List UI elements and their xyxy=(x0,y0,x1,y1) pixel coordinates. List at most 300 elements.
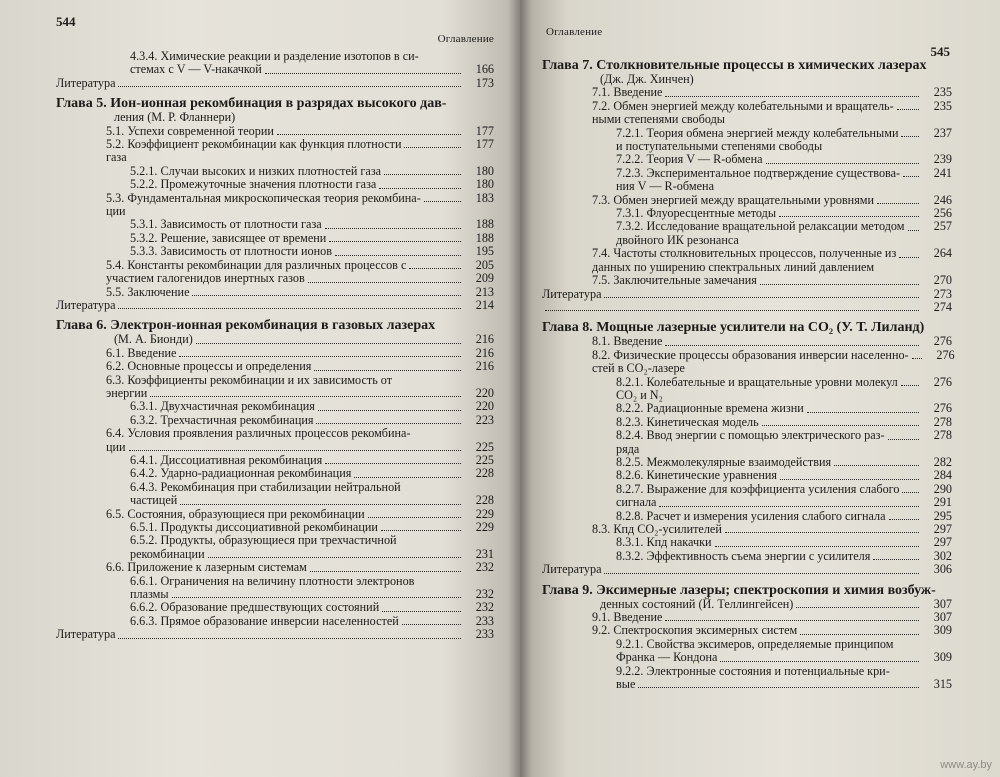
dot-leader xyxy=(796,607,919,608)
toc-entry xyxy=(56,615,494,628)
dot-leader xyxy=(402,624,461,625)
toc-entry xyxy=(542,496,952,509)
toc-entry xyxy=(56,534,494,547)
toc-page-number: 309 xyxy=(933,650,952,665)
toc-page-number: 276 xyxy=(933,334,952,349)
toc-entry xyxy=(542,469,952,482)
toc-page-number: 229 xyxy=(475,506,494,521)
toc-entry-text: 5.2.1. Случаи высоких и низких плотностей газа xyxy=(130,163,382,178)
dot-leader xyxy=(780,479,919,480)
toc-entry-text: энергии xyxy=(106,385,148,400)
toc-page-number: 306 xyxy=(933,562,952,577)
toc-entry xyxy=(56,286,494,299)
toc-entry-text: 7.3.1. Флуоресцентные методы xyxy=(616,206,777,221)
toc-entry xyxy=(56,232,494,245)
toc-entry xyxy=(542,624,952,637)
toc-page-number: 228 xyxy=(475,493,494,508)
toc-page-number: 233 xyxy=(475,613,494,628)
toc-entry-text: 6.5.2. Продукты, образующиеся при трехчастичной xyxy=(130,533,397,548)
toc-entry-text: 6.1. Введение xyxy=(106,345,177,360)
toc-page-number: 195 xyxy=(475,244,494,259)
toc-entry xyxy=(56,63,494,76)
toc-entry-text: ции xyxy=(106,204,126,219)
toc-entry xyxy=(56,178,494,191)
toc-entry xyxy=(56,50,494,63)
toc-page-number: 232 xyxy=(475,600,494,615)
toc-entry xyxy=(56,374,494,387)
toc-entry-text: ными степенями свободы xyxy=(592,112,725,127)
dot-leader xyxy=(318,410,461,411)
dot-leader xyxy=(720,661,919,662)
toc-chapter-entry xyxy=(542,320,952,335)
dot-leader xyxy=(118,308,461,309)
running-head: Оглавление xyxy=(437,33,494,45)
toc-entry-text: ния V — R-обмена xyxy=(616,179,714,194)
toc-entry-text: 8.2. Физические процессы образования инверсии населенно- xyxy=(592,347,909,362)
toc-page-number: 216 xyxy=(475,345,494,360)
dot-leader xyxy=(325,463,461,464)
toc-entry xyxy=(542,180,952,193)
dot-leader xyxy=(150,396,461,397)
toc-page-number: 173 xyxy=(475,75,494,90)
dot-leader xyxy=(118,638,461,639)
toc-page-number: 302 xyxy=(933,548,952,563)
dot-leader xyxy=(901,136,919,137)
toc-entry xyxy=(56,218,494,231)
toc-entry xyxy=(56,548,494,561)
toc-entry xyxy=(542,86,952,99)
toc-entry-text: 6.3.2. Трехчастичная рекомбинация xyxy=(130,412,314,427)
toc-page-number: 278 xyxy=(933,428,952,443)
toc-page-number: 225 xyxy=(475,452,494,467)
toc-entry-text: 6.2. Основные процессы и определения xyxy=(106,359,312,374)
toc-page-number: 213 xyxy=(475,284,494,299)
toc-entry xyxy=(542,140,952,153)
toc-entry-text: 7.2. Обмен энергией между колебательными и вращатель- xyxy=(592,98,894,113)
toc-page-number: 228 xyxy=(475,466,494,481)
toc-page-number: 270 xyxy=(933,273,952,288)
toc-entry xyxy=(542,483,952,496)
toc-entry-text: 6.6.2. Образование предшествующих состояний xyxy=(130,600,380,615)
page-number: 544 xyxy=(56,14,76,29)
dot-leader xyxy=(779,216,919,217)
toc-entry xyxy=(56,387,494,400)
toc-page-number: 309 xyxy=(933,623,952,638)
toc-page-number: 205 xyxy=(475,257,494,272)
toc-entry-text: 6.5.1. Продукты диссоциативной рекомбинации xyxy=(130,520,378,534)
dot-leader xyxy=(766,163,920,164)
toc-page-number: 166 xyxy=(475,62,494,77)
dot-leader xyxy=(659,506,919,507)
toc-page-number: 229 xyxy=(475,520,494,534)
toc-entry-text: 8.2.6. Кинетические уравнения xyxy=(616,468,777,483)
dot-leader xyxy=(381,530,461,531)
toc-entry-text: 6.3. Коэффициенты рекомбинации и их зависимость от xyxy=(106,372,393,387)
dot-leader xyxy=(129,450,461,451)
toc-entry-text: 6.4.3. Рекомбинация при стабилизации нейтральной xyxy=(130,479,401,494)
toc-entry xyxy=(542,220,952,233)
toc-chapter-entry xyxy=(56,96,494,111)
toc-entry-text: 6.4.1. Диссоциативная рекомбинация xyxy=(130,452,323,467)
toc-entry xyxy=(542,73,952,86)
dot-leader xyxy=(665,620,919,621)
toc-page-number: 278 xyxy=(933,414,952,429)
dot-leader xyxy=(638,687,919,688)
toc-entry xyxy=(542,234,952,247)
toc-page-number: 276 xyxy=(933,401,952,416)
dot-leader xyxy=(901,385,919,386)
toc-entry xyxy=(56,575,494,588)
toc-page-number: 291 xyxy=(933,495,952,510)
toc-page-number: 232 xyxy=(475,587,494,602)
toc-entry-text: 9.1. Введение xyxy=(592,610,663,625)
toc-entry xyxy=(56,347,494,360)
toc-entry-text: и поступательными степенями свободы xyxy=(616,139,823,154)
toc-entry xyxy=(56,494,494,507)
dot-leader xyxy=(265,73,461,74)
toc-entry xyxy=(56,77,494,90)
toc-page-number: 183 xyxy=(475,190,494,205)
toc-entry xyxy=(56,360,494,373)
watermark: www.ay.by xyxy=(940,759,992,771)
toc-page-number: 297 xyxy=(933,535,952,550)
page-number: 545 xyxy=(930,44,950,59)
toc-entry-text: 8.2.3. Кинетическая модель xyxy=(616,414,759,429)
toc-page-number: 315 xyxy=(933,677,952,692)
toc-entry-text: 4.3.4. Химические реакции и разделение изотопов в си- xyxy=(130,49,419,63)
toc-page-number: 257 xyxy=(933,219,952,234)
toc-entry xyxy=(542,194,952,207)
toc-page-number: 188 xyxy=(475,230,494,245)
toc-entry-text: Литература xyxy=(56,627,116,642)
toc-page-number: 177 xyxy=(475,123,494,138)
dot-leader xyxy=(118,86,461,87)
toc-page-number: 233 xyxy=(475,627,494,642)
toc-entry xyxy=(56,272,494,285)
toc-page-number: 220 xyxy=(475,385,494,400)
dot-leader xyxy=(180,504,461,505)
dot-leader xyxy=(715,546,919,547)
dot-leader xyxy=(545,310,919,311)
toc-entry-text: 8.2.5. Межмолекулярные взаимодействия xyxy=(616,454,832,469)
toc-entry xyxy=(56,628,494,641)
toc-entry-text: 7.3. Обмен энергией между вращательными уровнями xyxy=(592,192,875,207)
toc-page-number: 246 xyxy=(933,192,952,207)
dot-leader xyxy=(382,611,461,612)
dot-leader xyxy=(335,255,461,256)
toc-entry-text: 9.2. Спектроскопия эксимерных систем xyxy=(592,623,798,638)
toc-entry xyxy=(56,245,494,258)
toc-entry-text: 5.3.2. Решение, зависящее от времени xyxy=(130,230,327,245)
dot-leader xyxy=(902,492,919,493)
toc-entry-text: 5.3. Фундаментальная микроскопическая теория рекомбина- xyxy=(106,190,421,205)
toc-page-number: 180 xyxy=(475,177,494,192)
toc-page-number: 209 xyxy=(475,271,494,286)
toc-entry-text: газа xyxy=(106,150,127,165)
toc-entry xyxy=(542,167,952,180)
dot-leader xyxy=(912,358,922,359)
toc-page-number: 180 xyxy=(475,163,494,178)
toc-page-number: 239 xyxy=(933,152,952,167)
dot-leader xyxy=(807,412,919,413)
toc-page-number: 284 xyxy=(933,468,952,483)
toc-page-number: 216 xyxy=(475,332,494,347)
toc-entry-text: Глава 6. Электрон-ионная рекомбинация в газовых лазерах xyxy=(56,318,436,334)
toc-chapter-entry xyxy=(542,583,952,598)
dot-leader xyxy=(314,370,461,371)
toc-entry-text: Глава 5. Ион-ионная рекомбинация в разрядах высокого дав- xyxy=(56,96,447,112)
dot-leader xyxy=(310,571,461,572)
dot-leader xyxy=(604,573,919,574)
dot-leader xyxy=(889,519,920,520)
toc-chapter-entry xyxy=(542,58,952,73)
running-head: Оглавление xyxy=(546,26,603,38)
dot-leader xyxy=(179,356,461,357)
right-page xyxy=(520,0,1000,777)
toc-entry-text: 7.2.3. Экспериментальное подтверждение существова- xyxy=(616,165,901,180)
toc-entry xyxy=(56,588,494,601)
dot-leader xyxy=(384,174,461,175)
toc-entry xyxy=(56,205,494,218)
toc-entry xyxy=(542,362,952,375)
toc-entry-text: 6.6. Приложение к лазерным системам xyxy=(106,560,307,575)
dot-leader xyxy=(665,345,919,346)
toc-entry-text: 8.2.1. Колебательные и вращательные уровни молекул xyxy=(616,374,898,389)
toc-page-number: 295 xyxy=(933,508,952,523)
dot-leader xyxy=(760,284,919,285)
toc-page-number: 273 xyxy=(933,286,952,301)
toc-entry xyxy=(56,299,494,312)
dot-leader xyxy=(192,295,461,296)
dot-leader xyxy=(172,597,461,598)
toc-entry xyxy=(542,598,952,611)
toc-entry-text: 8.2.4. Ввод энергии с помощью электрического раз- xyxy=(616,428,885,443)
toc-entry-text: Литература xyxy=(56,75,116,90)
toc-entry-text: 8.2.7. Выражение для коэффициента усиления слабого xyxy=(616,481,900,496)
toc-entry-text: 5.2. Коэффициент рекомбинации как функция плотности xyxy=(106,137,402,152)
toc-entry xyxy=(542,274,952,287)
toc-entry-text: 8.2.2. Радиационные времена жизни xyxy=(616,401,804,416)
toc-entry xyxy=(56,521,494,534)
toc-entry-text: 7.2.1. Теория обмена энергией между колебательными xyxy=(616,125,899,140)
toc-entry-text: Глава 7. Столкновительные процессы в химических лазерах xyxy=(542,58,927,73)
dot-leader xyxy=(834,465,919,466)
toc-entry xyxy=(542,402,952,415)
toc-entry-text: участием галогенидов инертных газов xyxy=(106,271,305,286)
toc-entry xyxy=(542,261,952,274)
toc-entry-text: 5.1. Успехи современной теории xyxy=(106,123,274,138)
toc-page-number: 297 xyxy=(933,522,952,536)
dot-leader xyxy=(409,268,461,269)
toc-entry-text: Литература xyxy=(542,286,602,301)
dot-leader xyxy=(604,297,919,298)
dot-leader xyxy=(897,109,919,110)
toc-entry xyxy=(56,601,494,614)
toc-entry-text: ления (М. Р. Фланнери) xyxy=(114,110,236,125)
toc-entry-text: Литература xyxy=(542,562,602,577)
dot-leader xyxy=(316,423,461,424)
toc-entry xyxy=(56,138,494,151)
toc-page-number: 231 xyxy=(475,546,494,561)
toc-entry-text: 6.6.3. Прямое образование инверсии населенностей xyxy=(130,613,399,628)
toc-page-number: 307 xyxy=(933,596,952,611)
toc-entry-text: 5.3.1. Зависимость от плотности газа xyxy=(130,217,322,232)
toc-entry-text: двойного ИК резонанса xyxy=(616,232,739,247)
dot-leader xyxy=(329,241,461,242)
toc-list xyxy=(0,50,520,642)
toc-entry xyxy=(56,561,494,574)
toc-entry xyxy=(542,100,952,113)
toc-entry xyxy=(542,678,952,691)
toc-entry-text: 7.4. Частоты столкновительных процессов, полученные из xyxy=(592,246,897,261)
toc-entry-text: 9.2.2. Электронные состояния и потенциальные кри- xyxy=(616,663,890,678)
toc-entry xyxy=(542,611,952,624)
toc-entry xyxy=(56,111,494,124)
dot-leader xyxy=(903,176,919,177)
toc-entry xyxy=(56,441,494,454)
toc-entry-text: рекомбинации xyxy=(130,546,205,561)
toc-chapter-entry xyxy=(56,318,494,333)
toc-page-number: 214 xyxy=(475,297,494,312)
toc-entry-text: Литература xyxy=(56,297,116,312)
toc-entry xyxy=(542,153,952,166)
toc-entry xyxy=(542,127,952,140)
toc-entry xyxy=(56,414,494,427)
toc-page-number: 177 xyxy=(475,137,494,152)
dot-leader xyxy=(908,230,919,231)
toc-page-number: 276 xyxy=(936,347,955,362)
toc-entry xyxy=(542,376,952,389)
toc-entry xyxy=(542,429,952,442)
toc-entry-text: 6.4.2. Ударно-радиационная рекомбинация xyxy=(130,466,352,481)
toc-page-number: 235 xyxy=(933,98,952,113)
toc-entry-text: частицей xyxy=(130,493,178,508)
toc-entry-text: 5.5. Заключение xyxy=(106,284,190,299)
toc-entry xyxy=(56,454,494,467)
toc-entry-text: сигнала xyxy=(616,495,657,510)
dot-leader xyxy=(308,282,461,283)
toc-entry xyxy=(542,443,952,456)
toc-entry xyxy=(56,427,494,440)
dot-leader xyxy=(873,559,919,560)
toc-entry-text: 9.2.1. Свойства эксимеров, определяемые принципом xyxy=(616,636,894,651)
toc-page-number: 232 xyxy=(475,560,494,575)
toc-entry xyxy=(56,165,494,178)
toc-entry-text: 6.4. Условия проявления различных процессов рекомбина- xyxy=(106,426,411,441)
toc-entry-text: (Дж. Дж. Хинчен) xyxy=(600,72,694,86)
toc-entry-text: 8.3.2. Эффективность съема энергии с усилителя xyxy=(616,548,871,563)
toc-page-number: 241 xyxy=(933,165,952,180)
toc-page-number: 188 xyxy=(475,217,494,232)
dot-leader xyxy=(899,257,919,258)
dot-leader xyxy=(725,532,919,533)
toc-page-number: 235 xyxy=(933,85,952,100)
dot-leader xyxy=(379,188,461,189)
toc-entry-text: стей в CO₂-лазере xyxy=(592,361,685,376)
toc-entry xyxy=(542,665,952,678)
toc-entry-text: стемах с V — V-накачкой xyxy=(130,62,262,77)
toc-page-number: 276 xyxy=(933,374,952,389)
toc-entry-text: Франка — Кондона xyxy=(616,650,718,665)
toc-entry-text: 8.2.8. Расчет и измерения усиления слабого сигнала xyxy=(616,508,886,523)
toc-entry xyxy=(542,456,952,469)
dot-leader xyxy=(877,203,919,204)
toc-entry xyxy=(542,301,952,314)
toc-page-number: 237 xyxy=(933,125,952,140)
toc-entry xyxy=(542,416,952,429)
toc-entry-text: денных состояний (Й. Теллингейсен) xyxy=(600,596,794,611)
toc-page-number: 216 xyxy=(475,359,494,374)
toc-list xyxy=(520,52,1000,691)
toc-entry-text: 5.2.2. Промежуточные значения плотности газа xyxy=(130,177,377,192)
toc-entry-text: вые xyxy=(616,677,636,692)
toc-entry xyxy=(542,207,952,220)
toc-entry xyxy=(542,247,952,260)
toc-entry-text: ряда xyxy=(616,441,640,456)
toc-entry-text: Глава 9. Эксимерные лазеры; спектроскопия и химия возбуж- xyxy=(542,582,936,598)
toc-entry-text: 6.6.1. Ограничения на величину плотности электронов xyxy=(130,573,415,588)
dot-leader xyxy=(354,477,461,478)
toc-entry xyxy=(56,400,494,413)
toc-entry-text: 6.5. Состояния, образующиеся при рекомбинации xyxy=(106,506,365,521)
toc-entry xyxy=(542,638,952,651)
toc-entry-text: 7.3.2. Исследование вращательной релаксации методом xyxy=(616,219,905,234)
toc-entry xyxy=(542,510,952,523)
toc-entry-text: 6.3.1. Двухчастичная рекомбинация xyxy=(130,399,315,414)
toc-entry-text: 8.3.1. Кпд накачки xyxy=(616,535,712,550)
toc-entry-text: Глава 8. Мощные лазерные усилители на CO₂ (У. Т. Лиланд) xyxy=(542,320,925,336)
toc-page-number: 274 xyxy=(933,299,952,314)
toc-page-number: 290 xyxy=(933,481,952,496)
toc-entry xyxy=(56,467,494,480)
dot-leader xyxy=(208,557,461,558)
dot-leader xyxy=(404,147,461,148)
toc-entry xyxy=(542,288,952,301)
toc-entry xyxy=(542,113,952,126)
dot-leader xyxy=(325,228,461,229)
toc-page-number: 264 xyxy=(933,246,952,261)
toc-entry-text: 8.3. Кпд CO₂-усилителей xyxy=(592,522,722,536)
toc-entry xyxy=(542,563,952,576)
dot-leader xyxy=(196,343,461,344)
toc-entry-text: 5.4. Константы рекомбинации для различных процессов с xyxy=(106,257,407,272)
toc-entry xyxy=(56,151,494,164)
toc-page-number: 307 xyxy=(933,610,952,625)
toc-entry xyxy=(542,550,952,563)
toc-entry-text: 8.1. Введение xyxy=(592,334,663,349)
dot-leader xyxy=(368,517,461,518)
toc-entry xyxy=(542,523,952,536)
toc-entry xyxy=(56,259,494,272)
dot-leader xyxy=(665,96,919,97)
toc-entry-text: 7.5. Заключительные замечания xyxy=(592,273,757,288)
toc-page-number: 282 xyxy=(933,454,952,469)
toc-entry-text: плазмы xyxy=(130,587,169,602)
toc-entry xyxy=(542,335,952,348)
toc-entry xyxy=(542,536,952,549)
dot-leader xyxy=(277,134,461,135)
toc-page-number: 220 xyxy=(475,399,494,414)
toc-entry xyxy=(542,389,952,402)
toc-entry-text: 7.2.2. Теория V — R-обмена xyxy=(616,152,763,167)
toc-entry xyxy=(542,347,955,362)
toc-entry xyxy=(56,333,494,346)
toc-entry-text: ции xyxy=(106,439,126,454)
dot-leader xyxy=(762,425,919,426)
toc-entry-text: данных по уширению спектральных линий давлением xyxy=(592,259,875,274)
toc-entry-text: 5.3.3. Зависимость от плотности ионов xyxy=(130,244,333,259)
toc-page-number: 223 xyxy=(475,412,494,427)
